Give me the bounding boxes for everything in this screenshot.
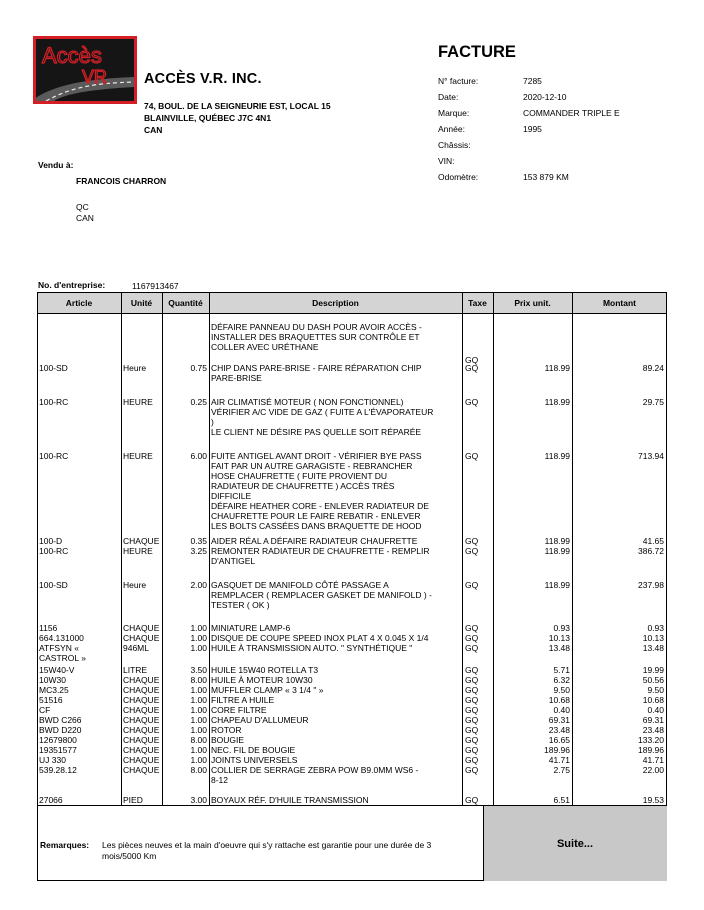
row-article: 100-SD bbox=[39, 580, 68, 590]
row-quantity: 0.75 bbox=[190, 363, 207, 373]
row-tax: GQ bbox=[465, 580, 479, 590]
row-unit-price: 41.71 bbox=[548, 755, 570, 765]
vehicle-make-value: COMMANDER TRIPLE E bbox=[523, 108, 620, 118]
row-unit-price: 6.32 bbox=[553, 675, 570, 685]
row-quantity: 1.00 bbox=[190, 623, 207, 633]
row-quantity: 1.00 bbox=[190, 695, 207, 705]
row-tax: GQ bbox=[465, 705, 479, 715]
row-unit: PIED bbox=[123, 795, 143, 805]
row-unit: CHAQUE bbox=[123, 623, 160, 633]
row-unit: CHAQUE bbox=[123, 675, 160, 685]
row-description: FILTRE A HUILE bbox=[211, 695, 275, 705]
row-amount: 0.93 bbox=[647, 623, 664, 633]
row-quantity: 1.00 bbox=[190, 725, 207, 735]
row-description: DISQUE DE COUPE SPEED INOX PLAT 4 X 0.045 X 1/4 bbox=[211, 633, 429, 643]
row-article: BWD C266 bbox=[39, 715, 82, 725]
vin-label: VIN: bbox=[438, 156, 455, 166]
row-unit-price: 10.68 bbox=[548, 695, 570, 705]
row-unit-price: 5.71 bbox=[553, 665, 570, 675]
row-tax: GQ bbox=[465, 745, 479, 755]
row-unit-price: 118.99 bbox=[544, 397, 570, 407]
row-unit: CHAQUE bbox=[123, 745, 160, 755]
row-amount: 29.75 bbox=[642, 397, 664, 407]
row-tax: GQ bbox=[465, 536, 479, 546]
row-description: DÉFAIRE PANNEAU DU DASH POUR AVOIR ACCÈS - INSTALLER DES BRAQUETTES SUR CONTRÔLE ET COLLER AVEC URÉTHANE bbox=[211, 322, 422, 352]
row-quantity: 0.25 bbox=[190, 397, 207, 407]
row-tax: GQ bbox=[465, 695, 479, 705]
row-quantity: 8.00 bbox=[190, 675, 207, 685]
row-article: 100-RC bbox=[39, 451, 69, 461]
row-unit: LITRE bbox=[123, 665, 148, 675]
invoice-number-label: N° facture: bbox=[438, 76, 479, 86]
row-quantity: 3.00 bbox=[190, 795, 207, 805]
sold-to-label: Vendu à: bbox=[38, 160, 74, 170]
remarks-text: Les pièces neuves et la main d'oeuvre qui s'y rattache est garantie pour une durée de 3 mois/5000 Km bbox=[102, 840, 432, 861]
row-unit: CHAQUE bbox=[123, 536, 160, 546]
row-tax: GQ bbox=[465, 675, 479, 685]
row-tax: GQ bbox=[465, 665, 479, 675]
row-quantity: 1.00 bbox=[190, 745, 207, 755]
row-article: 539.28.12 bbox=[39, 765, 77, 775]
client-province: QC bbox=[76, 202, 89, 212]
row-unit: Heure bbox=[123, 580, 147, 590]
row-article: UJ 330 bbox=[39, 755, 66, 765]
row-unit-price: 189.96 bbox=[544, 745, 570, 755]
row-description: JOINTS UNIVERSELS bbox=[211, 755, 298, 765]
row-unit-price: 118.99 bbox=[544, 363, 570, 373]
row-amount: 386.72 bbox=[638, 546, 664, 556]
row-unit-price: 69.31 bbox=[548, 715, 570, 725]
row-description: ROTOR bbox=[211, 725, 242, 735]
row-amount: 69.31 bbox=[642, 715, 664, 725]
row-tax: GQ bbox=[465, 735, 479, 745]
row-unit-price: 10.13 bbox=[548, 633, 570, 643]
row-description: AIR CLIMATISÉ MOTEUR ( NON FONCTIONNEL) VÉRIFIER A/C VIDE DE GAZ ( FUITE A L'ÉVAPORATEUR ) LE CLIENT NE DÉSIRE PAS QUELLE SOIT RÉPARÉE bbox=[211, 397, 434, 437]
row-description: BOUGIE bbox=[211, 735, 245, 745]
row-description: MINIATURE LAMP-6 bbox=[211, 623, 291, 633]
row-unit: CHAQUE bbox=[123, 735, 160, 745]
row-unit: CHAQUE bbox=[123, 633, 160, 643]
row-description: FUITE ANTIGEL AVANT DROIT - VÉRIFIER BYE PASS FAIT PAR UN AUTRE GARAGISTE - REBRANCHER HOSE CHAUFRETTE ( FUITE PROVIENT DU RADIATEUR DE CHAUFRETTE ) ACCÈS TRÈS DIFFICILE DÉFAIRE HEATHER CORE - ENLEVER RADIATEUR DE CHAUFRETTE POUR LE FAIRE REBATIR - ENLEVER LES BOLTS CASSÉES DANS BRAQUETTE DE HOOD bbox=[211, 451, 429, 531]
row-description: COLLIER DE SERRAGE ZEBRA POW B9.0MM WS6 - 8-12 bbox=[211, 765, 419, 785]
row-article: 100-SD bbox=[39, 363, 68, 373]
row-quantity: 1.00 bbox=[190, 755, 207, 765]
row-article: 15W40-V bbox=[39, 665, 75, 675]
row-article: 100-RC bbox=[39, 397, 69, 407]
row-description: GASQUET DE MANIFOLD CÔTÉ PASSAGE A REMPLACER ( REMPLACER GASKET DE MANIFOLD ) - TESTER ( OK ) bbox=[211, 580, 432, 610]
invoice-number-value: 7285 bbox=[523, 76, 542, 86]
row-amount: 19.53 bbox=[642, 795, 664, 805]
invoice-date-label: Date: bbox=[438, 92, 459, 102]
row-amount: 23.48 bbox=[642, 725, 664, 735]
row-unit-price: 13.48 bbox=[548, 643, 570, 653]
row-amount: 133.20 bbox=[638, 735, 664, 745]
company-address-line3: CAN bbox=[144, 125, 163, 135]
row-amount: 22.00 bbox=[642, 765, 664, 775]
row-quantity: 1.00 bbox=[190, 715, 207, 725]
row-amount: 9.50 bbox=[647, 685, 664, 695]
row-quantity: 1.00 bbox=[190, 643, 207, 653]
row-tax: GQ bbox=[465, 355, 479, 365]
row-unit: CHAQUE bbox=[123, 705, 160, 715]
row-unit-price: 0.40 bbox=[553, 705, 570, 715]
invoice-date-value: 2020-12-10 bbox=[523, 92, 567, 102]
row-article: 12679800 bbox=[39, 735, 77, 745]
row-unit-price: 16.65 bbox=[548, 735, 570, 745]
row-tax: GQ bbox=[465, 715, 479, 725]
row-article: MC3.25 bbox=[39, 685, 69, 695]
business-number-label: No. d'entreprise: bbox=[38, 280, 106, 290]
row-amount: 10.13 bbox=[642, 633, 664, 643]
row-tax: GQ bbox=[465, 725, 479, 735]
row-tax: GQ bbox=[465, 397, 479, 407]
row-quantity: 6.00 bbox=[190, 451, 207, 461]
row-quantity: 8.00 bbox=[190, 735, 207, 745]
row-tax: GQ bbox=[465, 643, 479, 653]
row-article: CF bbox=[39, 705, 51, 715]
row-unit: CHAQUE bbox=[123, 695, 160, 705]
row-amount: 713.94 bbox=[638, 451, 664, 461]
row-article: 19351577 bbox=[39, 745, 77, 755]
row-unit: CHAQUE bbox=[123, 755, 160, 765]
row-unit: CHAQUE bbox=[123, 765, 160, 775]
row-amount: 13.48 bbox=[642, 643, 664, 653]
logo-text-line2: VR bbox=[82, 67, 108, 87]
row-quantity: 3.50 bbox=[190, 665, 207, 675]
row-unit: HEURE bbox=[123, 546, 153, 556]
chassis-label: Châssis: bbox=[438, 140, 471, 150]
row-tax: GQ bbox=[465, 546, 479, 556]
row-amount: 50.56 bbox=[642, 675, 664, 685]
vehicle-year-value: 1995 bbox=[523, 124, 542, 134]
row-description: AIDER RÉAL A DÉFAIRE RADIATEUR CHAUFRETTE bbox=[211, 536, 418, 546]
row-description: HUILE 15W40 ROTELLA T3 bbox=[211, 665, 319, 675]
row-quantity: 8.00 bbox=[190, 765, 207, 775]
row-unit-price: 23.48 bbox=[548, 725, 570, 735]
row-tax: GQ bbox=[465, 633, 479, 643]
row-unit-price: 6.51 bbox=[553, 795, 570, 805]
row-article: 100-RC bbox=[39, 546, 69, 556]
row-unit: HEURE bbox=[123, 397, 153, 407]
row-quantity: 1.00 bbox=[190, 685, 207, 695]
company-name: ACCÈS V.R. INC. bbox=[144, 71, 262, 87]
row-unit-price: 9.50 bbox=[553, 685, 570, 695]
row-quantity: 0.35 bbox=[190, 536, 207, 546]
row-unit-price: 118.99 bbox=[544, 580, 570, 590]
header-tax: Taxe bbox=[468, 298, 487, 308]
vehicle-year-label: Année: bbox=[438, 124, 465, 134]
row-tax: GQ bbox=[465, 363, 479, 373]
row-quantity: 1.00 bbox=[190, 705, 207, 715]
row-quantity: 2.00 bbox=[190, 580, 207, 590]
header-amount: Montant bbox=[602, 298, 637, 308]
row-quantity: 1.00 bbox=[190, 633, 207, 643]
row-article: BWD D220 bbox=[39, 725, 82, 735]
row-unit-price: 118.99 bbox=[544, 546, 570, 556]
invoice-title: FACTURE bbox=[438, 43, 516, 61]
company-address-line2: BLAINVILLE, QUÉBEC J7C 4N1 bbox=[144, 113, 272, 123]
row-description: HUILE À MOTEUR 10W30 bbox=[211, 675, 313, 685]
row-unit: 946ML bbox=[123, 643, 149, 653]
row-description: NEC. FIL DE BOUGIE bbox=[211, 745, 296, 755]
row-amount: 237.98 bbox=[638, 580, 664, 590]
row-quantity: 3.25 bbox=[190, 546, 207, 556]
row-unit-price: 118.99 bbox=[544, 451, 570, 461]
row-tax: GQ bbox=[465, 623, 479, 633]
row-tax: GQ bbox=[465, 451, 479, 461]
row-unit: CHAQUE bbox=[123, 685, 160, 695]
row-amount: 89.24 bbox=[642, 363, 664, 373]
row-article: ATFSYN « CASTROL » bbox=[39, 643, 86, 663]
row-tax: GQ bbox=[465, 755, 479, 765]
row-description: MUFFLER CLAMP « 3 1/4 " » bbox=[211, 685, 324, 695]
road-logo-graphic bbox=[36, 39, 134, 101]
row-amount: 0.40 bbox=[647, 705, 664, 715]
row-amount: 19.99 bbox=[642, 665, 664, 675]
header-article: Article bbox=[65, 298, 93, 308]
row-amount: 41.65 bbox=[642, 536, 664, 546]
row-unit-price: 0.93 bbox=[553, 623, 570, 633]
row-article: 51516 bbox=[39, 695, 63, 705]
row-article: 27066 bbox=[39, 795, 63, 805]
header-unit: Unité bbox=[130, 298, 153, 308]
row-article: 664.131000 bbox=[39, 633, 84, 643]
vehicle-make-label: Marque: bbox=[438, 108, 470, 118]
row-unit: CHAQUE bbox=[123, 715, 160, 725]
row-description: BOYAUX RÉF. D'HUILE TRANSMISSION bbox=[211, 795, 369, 805]
row-tax: GQ bbox=[465, 685, 479, 695]
row-amount: 10.68 bbox=[642, 695, 664, 705]
row-amount: 189.96 bbox=[638, 745, 664, 755]
company-address-line1: 74, BOUL. DE LA SEIGNEURIE EST, LOCAL 15 bbox=[144, 101, 331, 111]
continue-label: Suite... bbox=[556, 838, 594, 850]
odometer-value: 153 879 KM bbox=[523, 172, 569, 182]
header-quantity: Quantité bbox=[168, 298, 203, 308]
row-unit-price: 2.75 bbox=[553, 765, 570, 775]
row-unit: Heure bbox=[123, 363, 147, 373]
row-tax: GQ bbox=[465, 765, 479, 775]
row-tax: GQ bbox=[465, 795, 479, 805]
company-logo bbox=[33, 36, 137, 104]
header-description: Description bbox=[312, 298, 359, 308]
row-amount: 41.71 bbox=[642, 755, 664, 765]
business-number-value: 1167913467 bbox=[132, 281, 179, 291]
row-description: REMONTER RADIATEUR DE CHAUFRETTE - REMPLIR D'ANTIGEL bbox=[211, 546, 430, 566]
remarks-label: Remarques: bbox=[40, 840, 90, 850]
row-description: CORE FILTRE bbox=[211, 705, 267, 715]
row-description: CHAPEAU D'ALLUMEUR bbox=[211, 715, 309, 725]
row-unit: HEURE bbox=[123, 451, 153, 461]
row-article: 1156 bbox=[39, 623, 58, 633]
row-unit: CHAQUE bbox=[123, 725, 160, 735]
client-country: CAN bbox=[76, 213, 94, 223]
logo-text-line1: Accès bbox=[42, 43, 102, 68]
header-unit-price: Prix unit. bbox=[514, 298, 551, 308]
row-article: 10W30 bbox=[39, 675, 66, 685]
client-name: FRANCOIS CHARRON bbox=[76, 176, 167, 186]
row-unit-price: 118.99 bbox=[544, 536, 570, 546]
row-description: CHIP DANS PARE-BRISE - FAIRE RÉPARATION CHIP PARE-BRISE bbox=[211, 363, 422, 383]
row-article: 100-D bbox=[39, 536, 63, 546]
row-description: HUILE À TRANSMISSION AUTO. " SYNTHÉTIQUE " bbox=[211, 643, 413, 653]
odometer-label: Odomètre: bbox=[438, 172, 479, 182]
